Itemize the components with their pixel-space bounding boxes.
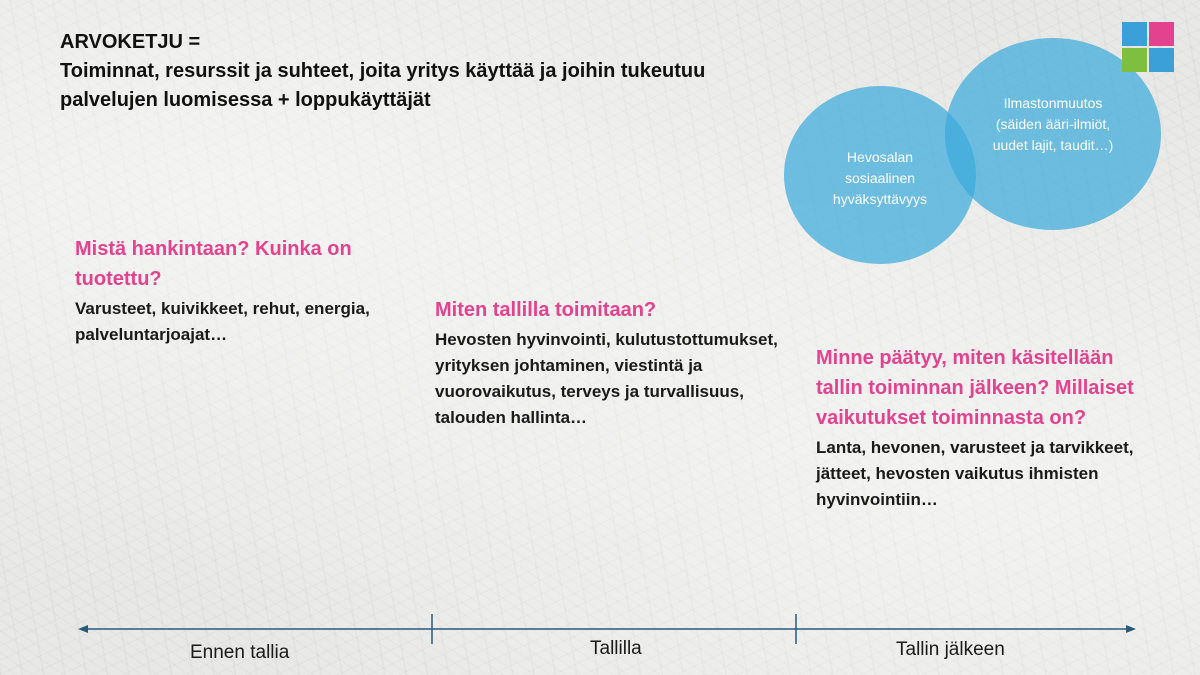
at-stable-question: Miten tallilla toimitaan? [435, 299, 657, 321]
before-stable-question: Mistä hankintaan? Kuinka on tuotettu? [75, 238, 352, 290]
at-stable-answer: Hevosten hyvinvointi, kulutustottumukset, yrityksen johtaminen, viestintä ja vuorovaikutus, terveys ja turvallisuus, talouden hallinta… [435, 330, 778, 427]
before-stable-block [75, 234, 415, 348]
timeline-label-at: Tallilla [590, 638, 642, 659]
after-stable-question: Minne päätyy, miten käsitellään tallin toiminnan jälkeen? Millaiset vaikutukset toiminnasta on? [816, 347, 1134, 429]
title-line-1: ARVOKETJU = [60, 31, 201, 53]
at-stable-block [435, 295, 780, 431]
after-stable-block [816, 343, 1161, 513]
page-title [60, 28, 780, 115]
after-stable-answer: Lanta, hevonen, varusteet ja tarvikkeet, jätteet, hevosten vaikutus ihmisten hyvinvointiin… [816, 438, 1134, 509]
timeline-label-after: Tallin jälkeen [896, 639, 1005, 660]
before-stable-answer: Varusteet, kuivikkeet, rehut, energia, palveluntarjoajat… [75, 299, 370, 344]
logo-icon [1122, 22, 1174, 72]
timeline-label-before: Ennen tallia [190, 642, 290, 663]
social-acceptance-label: Hevosalan sosiaalinen hyväksyttävyys [832, 148, 928, 207]
climate-change-label: Ilmastonmuutos (säiden ääri-ilmiöt, uudet lajit, taudit…) [992, 94, 1114, 153]
title-line-2: Toiminnat, resurssit ja suhteet, joita yritys käyttää ja joihin tukeutuu palvelujen luomisessa + loppukäyttäjät [60, 60, 706, 111]
